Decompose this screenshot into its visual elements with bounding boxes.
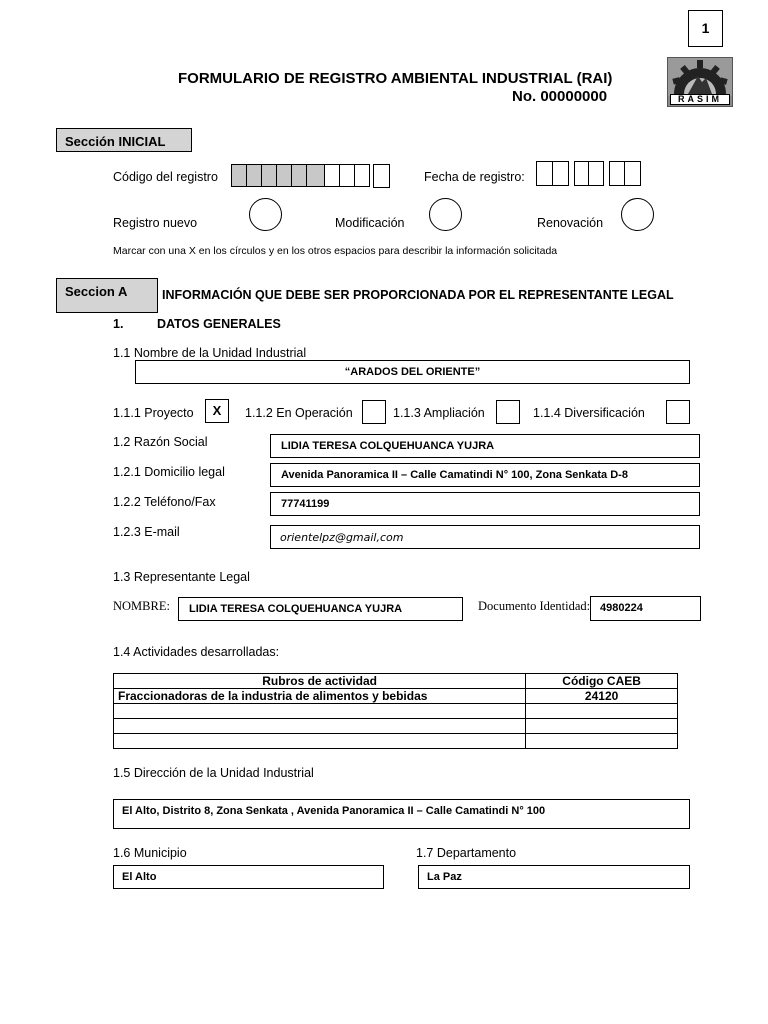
table-cell-codigo[interactable]: 24120 xyxy=(526,689,678,704)
razon-social-value: LIDIA TERESA COLQUEHUANCA YUJRA xyxy=(281,440,495,452)
form-number: No. 00000000 xyxy=(512,88,608,105)
rasim-logo xyxy=(667,57,733,107)
direccion-value: El Alto, Distrito 8, Zona Senkata , Avenida Panoramica II – Calle Camatindi N° 100 xyxy=(122,805,546,817)
ampliacion-label: 1.1.3 Ampliación xyxy=(393,406,485,420)
table-header-row xyxy=(114,674,678,689)
registro-nuevo-label: Registro nuevo xyxy=(113,216,198,230)
seccion-a-subtitle: INFORMACIÓN QUE DEBE SER PROPORCIONADA POR EL REPRESENTANTE LEGAL xyxy=(162,288,674,302)
codigo-cell xyxy=(306,164,325,187)
modificacion-radio[interactable] xyxy=(429,198,462,231)
fecha-cell xyxy=(588,161,604,186)
table-row xyxy=(114,689,678,704)
form-title: FORMULARIO DE REGISTRO AMBIENTAL INDUSTRIAL (RAI) xyxy=(178,70,613,87)
fecha-cell xyxy=(609,161,625,186)
seccion-inicial-title: Sección INICIAL xyxy=(65,134,166,149)
table-cell-codigo[interactable] xyxy=(526,719,678,734)
table-cell-codigo[interactable] xyxy=(526,734,678,749)
proyecto-label: 1.1.1 Proyecto xyxy=(113,406,194,420)
actividades-table xyxy=(113,673,678,749)
municipio-field[interactable] xyxy=(113,865,384,889)
table-row xyxy=(114,719,678,734)
codigo-cell xyxy=(291,164,307,187)
fecha-cell xyxy=(574,161,589,186)
table-row xyxy=(114,704,678,719)
gear-logo-icon xyxy=(668,58,732,96)
direccion-field[interactable] xyxy=(113,799,690,829)
renovacion-label: Renovación xyxy=(537,216,604,230)
nombre-unidad-field[interactable] xyxy=(135,360,690,384)
logo-text: RASIM xyxy=(670,94,730,105)
nombre-unidad-label: 1.1 Nombre de la Unidad Industrial xyxy=(113,346,307,360)
email-value: orientelpz@gmail,com xyxy=(280,531,404,544)
table-cell-rubro[interactable]: Fraccionadoras de la industria de alimentos y bebidas xyxy=(114,689,526,704)
telefono-label: 1.2.2 Teléfono/Fax xyxy=(113,495,216,509)
telefono-value: 77741199 xyxy=(281,498,330,510)
table-cell-rubro[interactable] xyxy=(114,719,526,734)
nombre-value: LIDIA TERESA COLQUEHUANCA YUJRA xyxy=(189,603,403,615)
documento-value: 4980224 xyxy=(600,602,643,614)
fecha-registro-field[interactable] xyxy=(536,161,642,186)
codigo-cell xyxy=(276,164,292,187)
table-cell-rubro[interactable] xyxy=(114,734,526,749)
ampliacion-checkbox[interactable] xyxy=(496,400,520,424)
razon-social-label: 1.2 Razón Social xyxy=(113,435,208,449)
diversificacion-checkbox[interactable] xyxy=(666,400,690,424)
instruction-text: Marcar con una X en los círculos y en los otros espacios para describir la información solicitada xyxy=(113,245,558,257)
table-row xyxy=(114,734,678,749)
operacion-label: 1.1.2 En Operación xyxy=(245,406,353,420)
table-header-codigo: Código CAEB xyxy=(526,674,678,689)
codigo-registro-field[interactable] xyxy=(231,164,391,188)
departamento-field[interactable] xyxy=(418,865,690,889)
operacion-checkbox[interactable] xyxy=(362,400,386,424)
table-cell-codigo[interactable] xyxy=(526,704,678,719)
domicilio-field[interactable] xyxy=(270,463,700,487)
codigo-cell xyxy=(324,164,340,187)
fecha-registro-label: Fecha de registro: xyxy=(424,170,525,184)
codigo-cell xyxy=(261,164,277,187)
representante-label: 1.3 Representante Legal xyxy=(113,570,250,584)
email-label: 1.2.3 E-mail xyxy=(113,525,180,539)
codigo-registro-label: Código del registro xyxy=(113,170,218,184)
proyecto-mark: X xyxy=(212,403,222,418)
table-header-rubros: Rubros de actividad xyxy=(114,674,526,689)
codigo-cell xyxy=(246,164,262,187)
domicilio-value: Avenida Panoramica II – Calle Camatindi N° 100, Zona Senkata D-8 xyxy=(281,469,628,481)
codigo-cell xyxy=(373,164,390,188)
fecha-cell xyxy=(552,161,569,186)
fecha-cell xyxy=(536,161,553,186)
registro-nuevo-radio[interactable] xyxy=(249,198,282,231)
departamento-label: 1.7 Departamento xyxy=(416,846,517,860)
direccion-label: 1.5 Dirección de la Unidad Industrial xyxy=(113,766,314,780)
municipio-label: 1.6 Municipio xyxy=(113,846,187,860)
page-number-box xyxy=(688,10,723,47)
table-cell-rubro[interactable] xyxy=(114,704,526,719)
departamento-value: La Paz xyxy=(427,871,462,883)
proyecto-checkbox[interactable] xyxy=(205,399,229,423)
fecha-cell xyxy=(624,161,641,186)
municipio-value: El Alto xyxy=(122,871,157,883)
email-field[interactable] xyxy=(270,525,700,549)
seccion-a-header xyxy=(56,278,158,313)
seccion-a-title: Seccion A xyxy=(65,284,128,299)
nombre-field[interactable] xyxy=(178,597,463,621)
nombre-unidad-value: “ARADOS DEL ORIENTE” xyxy=(344,366,481,378)
documento-label: Documento Identidad: xyxy=(478,599,591,613)
actividades-label: 1.4 Actividades desarrolladas: xyxy=(113,645,280,659)
seccion-inicial-header xyxy=(56,128,192,152)
page-number: 1 xyxy=(701,20,710,36)
nombre-label: NOMBRE: xyxy=(113,599,170,613)
documento-field[interactable] xyxy=(590,596,701,621)
codigo-cell xyxy=(354,164,370,187)
renovacion-radio[interactable] xyxy=(621,198,654,231)
telefono-field[interactable] xyxy=(270,492,700,516)
modificacion-label: Modificación xyxy=(335,216,405,230)
datos-generales-number: 1. xyxy=(113,317,124,331)
codigo-cell xyxy=(339,164,355,187)
razon-social-field[interactable] xyxy=(270,434,700,458)
domicilio-label: 1.2.1 Domicilio legal xyxy=(113,465,225,479)
codigo-cell xyxy=(231,164,247,187)
datos-generales-title: DATOS GENERALES xyxy=(157,317,281,331)
diversificacion-label: 1.1.4 Diversificación xyxy=(533,406,645,420)
